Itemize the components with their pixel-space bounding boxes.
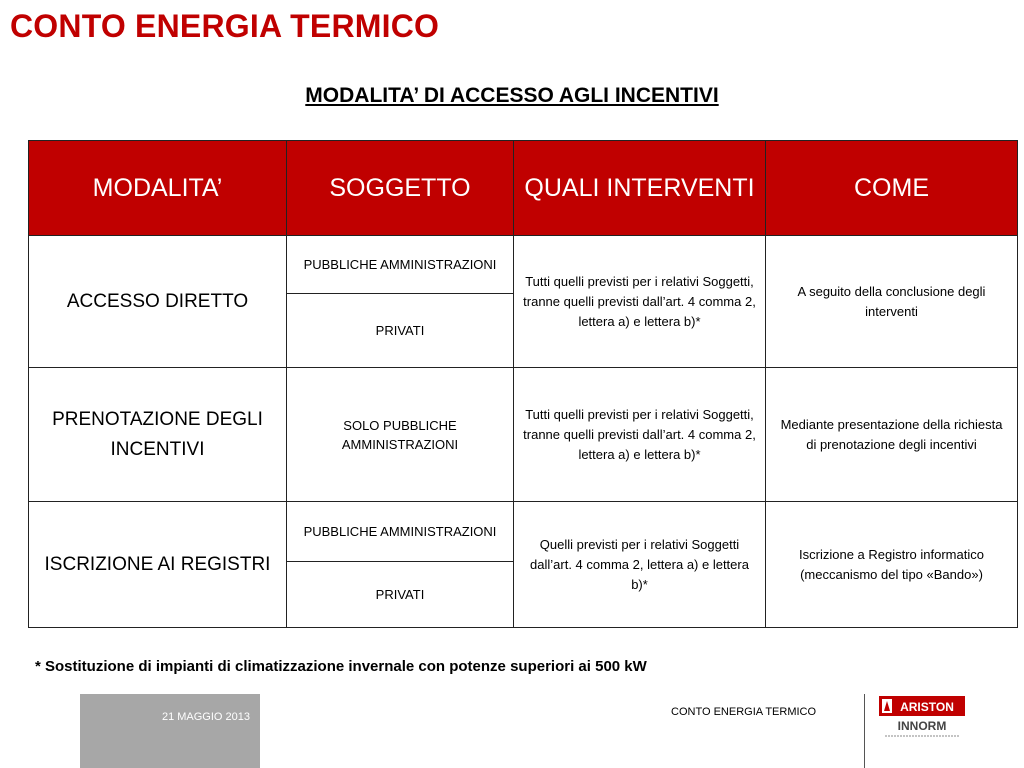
table-row xyxy=(29,236,1018,294)
modalita-cell: PRENOTAZIONE DEGLI INCENTIVI xyxy=(29,368,287,502)
footnote: * Sostituzione di impianti di climatizzazione invernale con potenze superiori ai 500 kW xyxy=(35,658,647,675)
footer-title: CONTO ENERGIA TERMICO xyxy=(671,706,817,718)
table-header-row xyxy=(29,141,1018,236)
column-header-interventi: QUALI INTERVENTI xyxy=(514,141,766,236)
column-header-come: COME xyxy=(766,141,1018,236)
interventi-cell: Quelli previsti per i relativi Soggetti dall’art. 4 comma 2, lettera a) e lettera b)* xyxy=(514,502,766,628)
soggetto-cell: SOLO PUBBLICHE AMMINISTRAZIONI xyxy=(287,368,514,502)
column-header-soggetto: SOGGETTO xyxy=(287,141,514,236)
column-header-modalita: MODALITA’ xyxy=(29,141,287,236)
table-row xyxy=(29,368,1018,502)
soggetto-cell: PUBBLICHE AMMINISTRAZIONI xyxy=(287,236,514,294)
come-cell: A seguito della conclusione degli interventi xyxy=(766,236,1018,368)
modalita-cell: ISCRIZIONE AI REGISTRI xyxy=(29,502,287,628)
interventi-cell: Tutti quelli previsti per i relativi Soggetti, tranne quelli previsti dall’art. 4 comma 2, lettera a) e lettera b)* xyxy=(514,368,766,502)
soggetto-cell: PRIVATI xyxy=(287,294,514,368)
come-cell: Iscrizione a Registro informatico (meccanismo del tipo «Bando») xyxy=(766,502,1018,628)
date-box xyxy=(80,694,260,768)
footer-divider xyxy=(864,694,865,768)
modalita-cell: ACCESSO DIRETTO xyxy=(29,236,287,368)
slide-title: CONTO ENERGIA TERMICO xyxy=(10,8,440,44)
soggetto-cell: PUBBLICHE AMMINISTRAZIONI xyxy=(287,502,514,562)
incentive-access-table xyxy=(28,140,1018,628)
table-subtitle: MODALITA’ DI ACCESSO AGLI INCENTIVI xyxy=(305,84,719,107)
interventi-cell: Tutti quelli previsti per i relativi Soggetti, tranne quelli previsti dall’art. 4 comma 2, lettera a) e lettera b)* xyxy=(514,236,766,368)
table-row xyxy=(29,502,1018,562)
logo-sub-text: INNORM xyxy=(897,719,947,733)
footer-date: 21 MAGGIO 2013 xyxy=(161,711,250,723)
soggetto-cell: PRIVATI xyxy=(287,562,514,628)
ariston-innorm-logo xyxy=(879,696,965,740)
come-cell: Mediante presentazione della richiesta di prenotazione degli incentivi xyxy=(766,368,1018,502)
logo-brand-text: ARISTON xyxy=(900,700,954,714)
